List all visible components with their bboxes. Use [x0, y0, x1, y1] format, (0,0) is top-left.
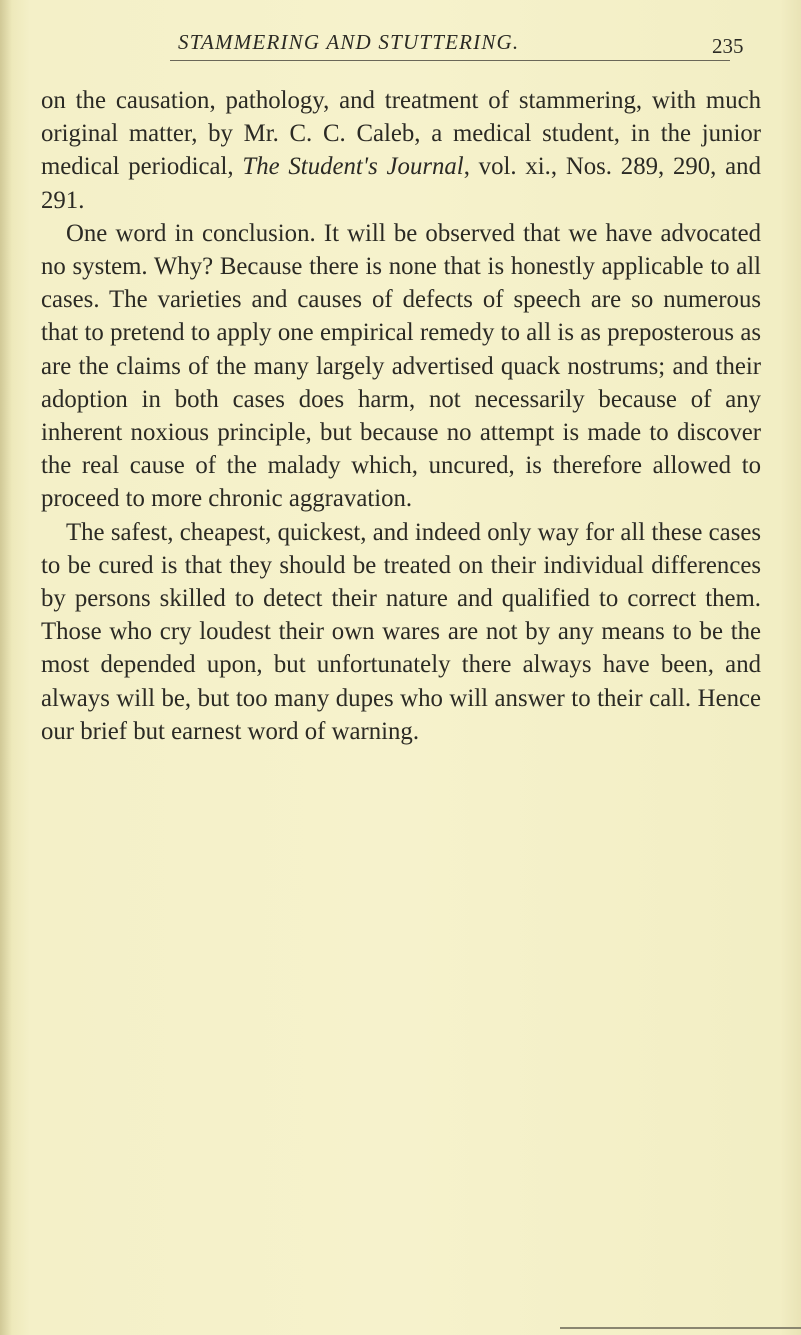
- page-header: [0, 30, 801, 60]
- paragraph-1: [41, 84, 761, 217]
- journal-title: The Student's Journal: [242, 153, 464, 181]
- paragraph-3: [41, 516, 761, 748]
- paragraph-3-text: The safest, cheapest, quickest, and indeed only way for all these cases to be cured is that they should be treated on their individual differences by persons skilled to detect their nature and qualified to correct them. Those who cry loudest their own wares are not by any means to be the most depended upon, but unfortunately there always have been, and always will be, but too many dupes who will answer to their call. Hence our brief but earnest word of warning.: [41, 518, 761, 745]
- paragraph-2: [41, 217, 761, 516]
- running-head: STAMMERING AND STUTTERING.: [178, 30, 520, 54]
- gutter-shadow: [0, 0, 12, 1335]
- paragraph-1-text-a: on the causation, pathology, and treatment of stammering, with much original matter, by Mr. C. C. Caleb, a medical student, in the junior medical periodical,: [41, 87, 761, 181]
- paragraph-2-text: One word in conclusion. It will be observed that we have advocated no system. Why? Because there is none that is honestly applicable to all cases. The varieties and causes of defects of speech are so numerous that to pretend to apply one empirical remedy to all is as preposterous as are the claims of the many largely advertised quack nostrums; and their adoption in both cases does harm, not necessarily because of any inherent noxious principle, but because no attempt is made to discover the real cause of the malady which, uncured, is therefore allowed to proceed to more chronic aggravation.: [41, 219, 761, 513]
- body-text: [41, 84, 761, 748]
- paragraph-1-text-b: , vol. xi., Nos. 289, 290, and 291.: [41, 153, 761, 214]
- footer-rule: [560, 1327, 801, 1329]
- page-number: 235: [712, 34, 744, 58]
- header-rule: [170, 60, 730, 61]
